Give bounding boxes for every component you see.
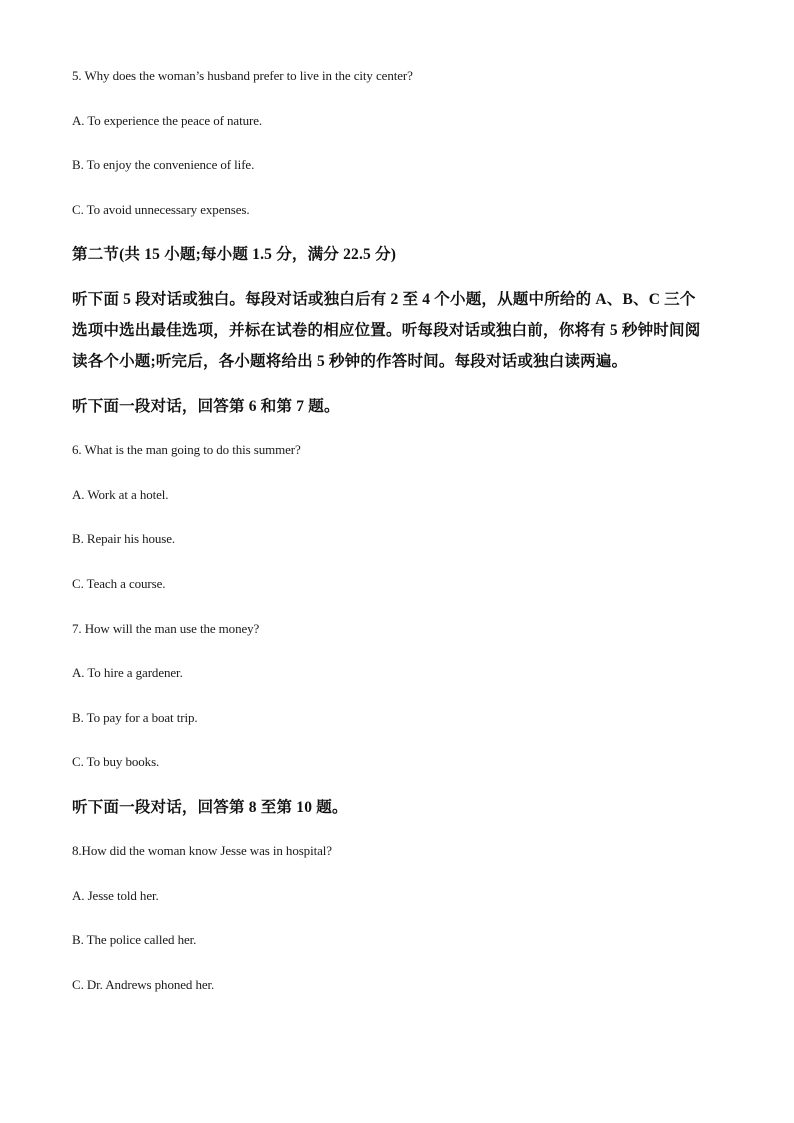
question-6-option-b: B. Repair his house. xyxy=(72,531,176,546)
question-5-option-a: A. To experience the peace of nature. xyxy=(72,113,263,128)
question-6-option-a: A. Work at a hotel. xyxy=(72,487,169,502)
question-7: 7. How will the man use the money? xyxy=(72,621,260,636)
question-8-option-a: A. Jesse told her. xyxy=(72,888,159,903)
dialogue-group-1-prompt: 听下面一段对话，回答第 6 和第 7 题。 xyxy=(72,398,340,415)
question-7-option-c: C. To buy books. xyxy=(72,754,160,769)
question-8-option-c: C. Dr. Andrews phoned her. xyxy=(72,977,215,992)
question-6-option-c: C. Teach a course. xyxy=(72,576,166,591)
question-5-option-c: C. To avoid unnecessary expenses. xyxy=(72,202,250,217)
question-8-option-b: B. The police called her. xyxy=(72,932,197,947)
question-7-option-b: B. To pay for a boat trip. xyxy=(72,710,198,725)
section-2-heading: 第二节(共 15 小题;每小题 1.5 分，满分 22.5 分) xyxy=(72,246,397,263)
question-8: 8.How did the woman know Jesse was in hospital? xyxy=(72,843,332,858)
dialogue-group-2-prompt: 听下面一段对话，回答第 8 至第 10 题。 xyxy=(72,799,348,816)
section-2-instructions-line-1: 听下面 5 段对话或独白。每段对话或独白后有 2 至 4 个小题，从题中所给的 A、B、C 三个 xyxy=(72,291,696,308)
section-2-instructions-line-3: 读各个小题;听完后，各小题将给出 5 秒钟的作答时间。每段对话或独白读两遍。 xyxy=(72,353,628,370)
question-7-option-a: A. To hire a gardener. xyxy=(72,665,183,680)
section-2-instructions-line-2: 选项中选出最佳选项，并标在试卷的相应位置。听每段对话或独白前，你将有 5 秒钟时间阅 xyxy=(72,322,701,339)
question-5-option-b: B. To enjoy the convenience of life. xyxy=(72,157,255,172)
question-5: 5. Why does the woman’s husband prefer to live in the city center? xyxy=(72,68,413,83)
question-6: 6. What is the man going to do this summer? xyxy=(72,442,301,457)
